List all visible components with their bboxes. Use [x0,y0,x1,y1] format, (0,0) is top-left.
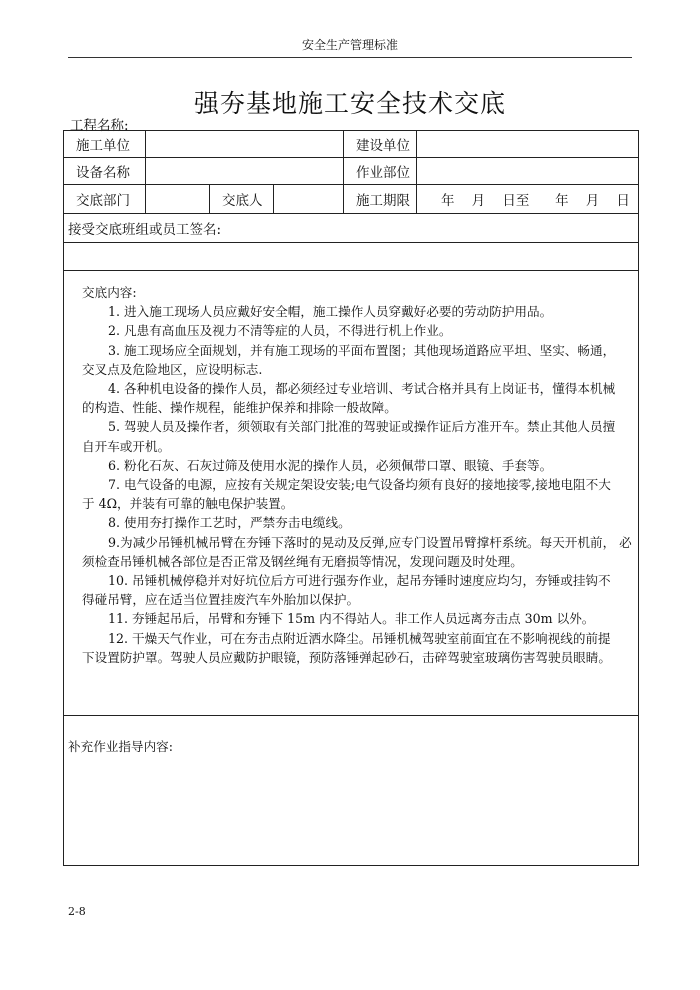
builder-unit-label: 建设单位 [344,131,417,158]
content-line: 5. 驾驶人员及操作者，须领取有关部门批准的驾驶证或操作证后方准开车。禁止其他人员擅 [108,419,616,435]
discloser-field[interactable] [274,185,344,214]
header-rule [68,57,632,58]
content-line: 2. 凡患有高血压及视力不清等症的人员，不得进行机上作业。 [108,323,452,339]
equipment-name-label: 设备名称 [64,158,146,185]
content-item [82,341,632,379]
construction-unit-field[interactable] [146,131,344,158]
supplement-cell[interactable] [64,716,639,866]
work-site-field[interactable] [417,158,639,185]
content-line: 自开车或开机。 [82,438,171,454]
disclosure-dept-field[interactable] [146,185,210,214]
project-name-label: 工程名称: [70,118,129,134]
builder-unit-field[interactable] [417,131,639,158]
content-item [82,609,632,628]
content-line: 交叉点及危险地区，应设明标志. [82,361,263,377]
disclosure-dept-label: 交底部门 [64,185,146,214]
content-line: 的构造、性能、操作规程，能维护保养和排除一般故障。 [82,400,397,416]
content-item [82,302,632,321]
construction-unit-label: 施工单位 [64,131,146,158]
content-line: 4. 各种机电设备的操作人员，都必须经过专业培训、考试合格并具有上岗证书，懂得本机械 [108,381,616,397]
content-line: 11. 夯锤起吊后，吊臂和夯锤下 15m 内不得站人。非工作人员远离夯击点 30m 以外。 [108,611,595,627]
content-line: 须检查吊锤机械各部位是否正常及钢丝绳有无磨损等情况，发现问题及时处理。 [82,553,523,569]
content-item [82,571,632,609]
content-item [82,379,632,417]
page-header: 安全生产管理标准 [301,38,398,52]
content-line: 3. 施工现场应全面规划，并有施工现场的平面布置图；其他现场道路应平坦、坚实、畅通， [108,342,616,358]
content-item [82,629,632,667]
content-item [82,456,632,475]
discloser-label: 交底人 [210,185,274,214]
work-site-label: 作业部位 [344,158,417,185]
content-line: 7. 电气设备的电源，应按有关规定架设安装;电气设备均须有良好的接地接零,接地电阻不大 [108,477,611,493]
signature-label: 接受交底班组或员工签名: [64,214,639,243]
content-line: 6. 粉化石灰、石灰过筛及使用水泥的操作人员，必须佩带口罩、眼镜、手套等。 [108,457,553,473]
content-item [82,321,632,340]
content-line: 得碰吊臂，应在适当位置挂废汽车外胎加以保护。 [82,592,360,608]
content-item [82,417,632,455]
supplement-label: 补充作业指导内容: [68,739,173,754]
period-field[interactable] [417,185,639,214]
content-paragraphs [82,302,632,667]
content-line: 下设置防护罩。驾驶人员应戴防护眼镜，预防落锤弹起砂石，击碎驾驶室玻璃伤害驾驶员眼睛。 [82,649,611,665]
document-title: 强夯基地施工安全技术交底 [193,89,506,118]
period-label: 施工期限 [344,185,417,214]
content-line: 8. 使用夯打操作工艺时，严禁夯击电缆线。 [108,515,351,531]
page-number: 2-8 [68,905,86,918]
content-line: 1. 进入施工现场人员应戴好安全帽，施工操作人员穿戴好必要的劳动防护用品。 [108,304,553,320]
content-item [82,533,632,571]
content-label: 交底内容: [82,285,137,300]
content-line: 10. 吊锤机械停稳并对好坑位后方可进行强夯作业，起吊夯锤时速度应均匀，夯锤或挂钩不 [108,573,611,589]
content-line: 于 4Ω，并装有可靠的触电保护装置。 [82,496,294,512]
signature-field[interactable] [64,243,639,271]
equipment-name-field[interactable] [146,158,344,185]
content-item [82,475,632,513]
content-item [82,513,632,532]
period-value: 年 月 日至 年 月 日 [441,193,630,209]
disclosure-form-table [63,130,639,866]
content-line: 12. 干燥天气作业，可在夯击点附近洒水降尘。吊锤机械驾驶室前面宜在不影响视线的前提 [108,630,611,646]
content-line: 9.为减少吊锤机械吊臂在夯锤下落时的晃动及反弹,应专门设置吊臂撑杆系统。每天开机前， 必 [108,534,632,550]
disclosure-content-cell [64,271,639,716]
